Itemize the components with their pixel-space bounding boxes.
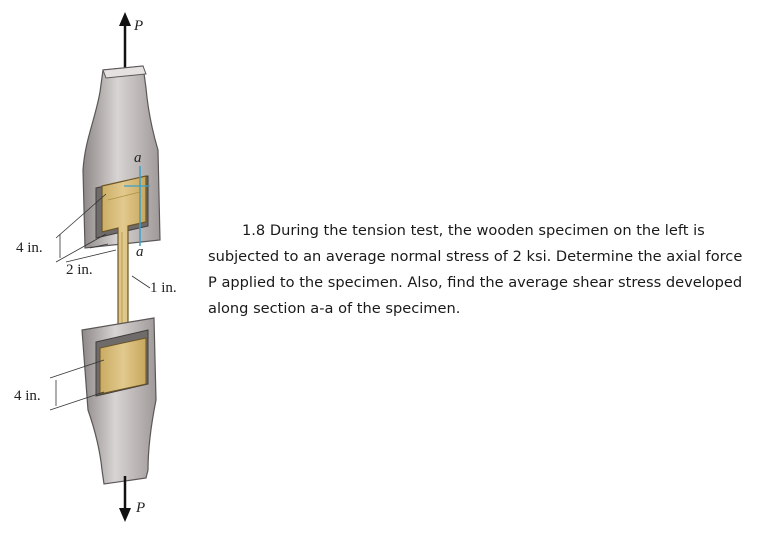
force-arrow-top <box>119 12 131 68</box>
section-label-top: a <box>134 150 142 166</box>
force-label-bottom: P <box>136 500 146 516</box>
problem-text: During the tension test, the wooden specimen on the left is subjected to an average normal stress of 2 ksi. Determine the axial force P applied to the specimen. Also, find the average shear stress developed along section a-a of the specimen. <box>208 222 743 317</box>
dim-4in-top-label: 4 in. <box>16 240 43 256</box>
dim-4in-bottom-label: 4 in. <box>14 388 41 404</box>
dim-1in-label: 1 in. <box>150 280 177 296</box>
problem-number: 1.8 <box>242 222 266 239</box>
tension-test-figure <box>0 0 200 540</box>
dim-2in-label: 2 in. <box>66 262 93 278</box>
force-label-top: P <box>134 18 144 34</box>
problem-statement <box>208 218 753 322</box>
section-label-mid: a <box>136 244 144 260</box>
force-arrow-bottom <box>119 476 131 522</box>
dim-1in <box>132 276 150 288</box>
